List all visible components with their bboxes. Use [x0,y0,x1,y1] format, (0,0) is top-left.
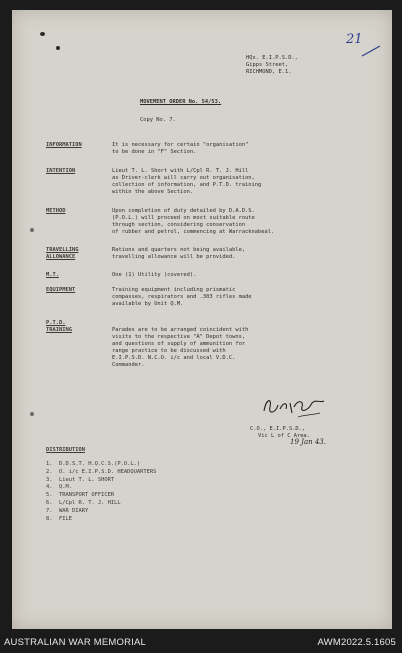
heading-training: TRAINING [46,327,72,333]
signature-date: 19 Jan 43. [290,438,326,446]
ptd-line-1: Parades are to be arranged coincident with [112,327,249,333]
distribution-item: 8. FILE [46,515,72,522]
distribution-item: 5. TRANSPORT OFFICER [46,492,115,499]
distribution-item: 7. WAR DIARY [46,507,89,514]
method-line-2: (P.O.L.) will proceed on most suitable route [112,215,255,221]
folio-mark-icon [360,44,382,58]
distribution-item: 2. O. i/c E.I.P.S.D. HEADQUARTERS [46,468,157,475]
distribution-list [46,461,156,523]
heading-mt: M.T. [46,272,59,278]
method-line-4: of rubber and petrol, commencing at Warracknabeal. [112,229,275,235]
heading-method: METHOD [46,208,66,214]
ptd-line-2: visits to the respective "A" Depot towns, [112,334,246,340]
mt-line-1: One (1) Utility (covered). [112,272,197,278]
travelling-line-2: travelling allowance will be provided. [112,254,236,260]
ptd-line-5: E.I.P.S.D. N.C.O. i/c and local V.D.C. [112,355,236,361]
distribution-item: 4. Q.M. [46,484,72,491]
intention-line-1: Lieut T. L. Short with L/Cpl R. T. J. Hill [112,168,249,174]
punch-hole-lower [30,412,34,416]
heading-equipment: EQUIPMENT [46,287,76,293]
folio-number: 21 [346,32,363,47]
punch-hole-middle [30,228,34,232]
method-line-3: through section, considering conservation [112,222,246,228]
equipment-line-3: available by Unit Q.M. [112,301,184,307]
ptd-line-4: range practice to be discussed with [112,348,226,354]
punch-hole-top [40,32,45,36]
equipment-line-2: compasses, respirators and .303 rifles made [112,294,252,300]
travelling-line-1: Rations and quarters not being available, [112,247,246,253]
distribution-item: 3. Lieut T. L. SHORT [46,476,115,483]
punch-hole-top-2 [56,46,60,50]
ptd-line-3: and questions of supply of ammunition for [112,341,246,347]
signature-line-1: C.O., E.I.P.S.D., [250,426,306,432]
heading-intention: INTENTION [46,168,76,174]
equipment-line-1: Training equipment including prismatic [112,287,236,293]
intention-line-3: collection of information, and P.T.D. training [112,182,262,188]
address-line-1: HQs. E.I.P.S.D., [246,55,298,61]
signature-line-2: Vic L of C Area. [258,433,310,439]
ptd-line-6: Commander. [112,362,145,368]
heading-information: INFORMATION [46,142,82,148]
method-line-1: Upon completion of duty detailed by D.A.D.S. [112,208,255,214]
footer-credit: AUSTRALIAN WAR MEMORIAL [4,637,147,648]
distribution-item: 6. L/Cpl R. T. J. HILL [46,499,121,506]
information-line-2: to be done in "F" Section. [112,149,197,155]
heading-allowance: ALLOWANCE [46,254,76,260]
intention-line-4: within the above Section. [112,189,194,195]
distribution-item: 1. D.D.S.T. H.Q.C.S.(P.O.L.) [46,461,141,467]
handwritten-signature [258,393,330,421]
distribution-heading: DISTRIBUTION [46,447,85,453]
heading-ptd: P.T.D. [46,320,66,326]
movement-order-title: MOVEMENT ORDER No. 54/53. [140,99,222,105]
heading-travelling: TRAVELLING [46,247,79,253]
address-line-2: Gipps Street, [246,62,289,68]
information-line-1: It is necessary for certain "organisation" [112,142,249,148]
address-line-3: RICHMOND, E.1. [246,69,292,75]
copy-number: Copy No. 7. [140,117,176,123]
intention-line-2: as Driver-clerk will carry out organisation, [112,175,255,181]
footer-accession-number: AWM2022.5.1605 [317,637,396,648]
